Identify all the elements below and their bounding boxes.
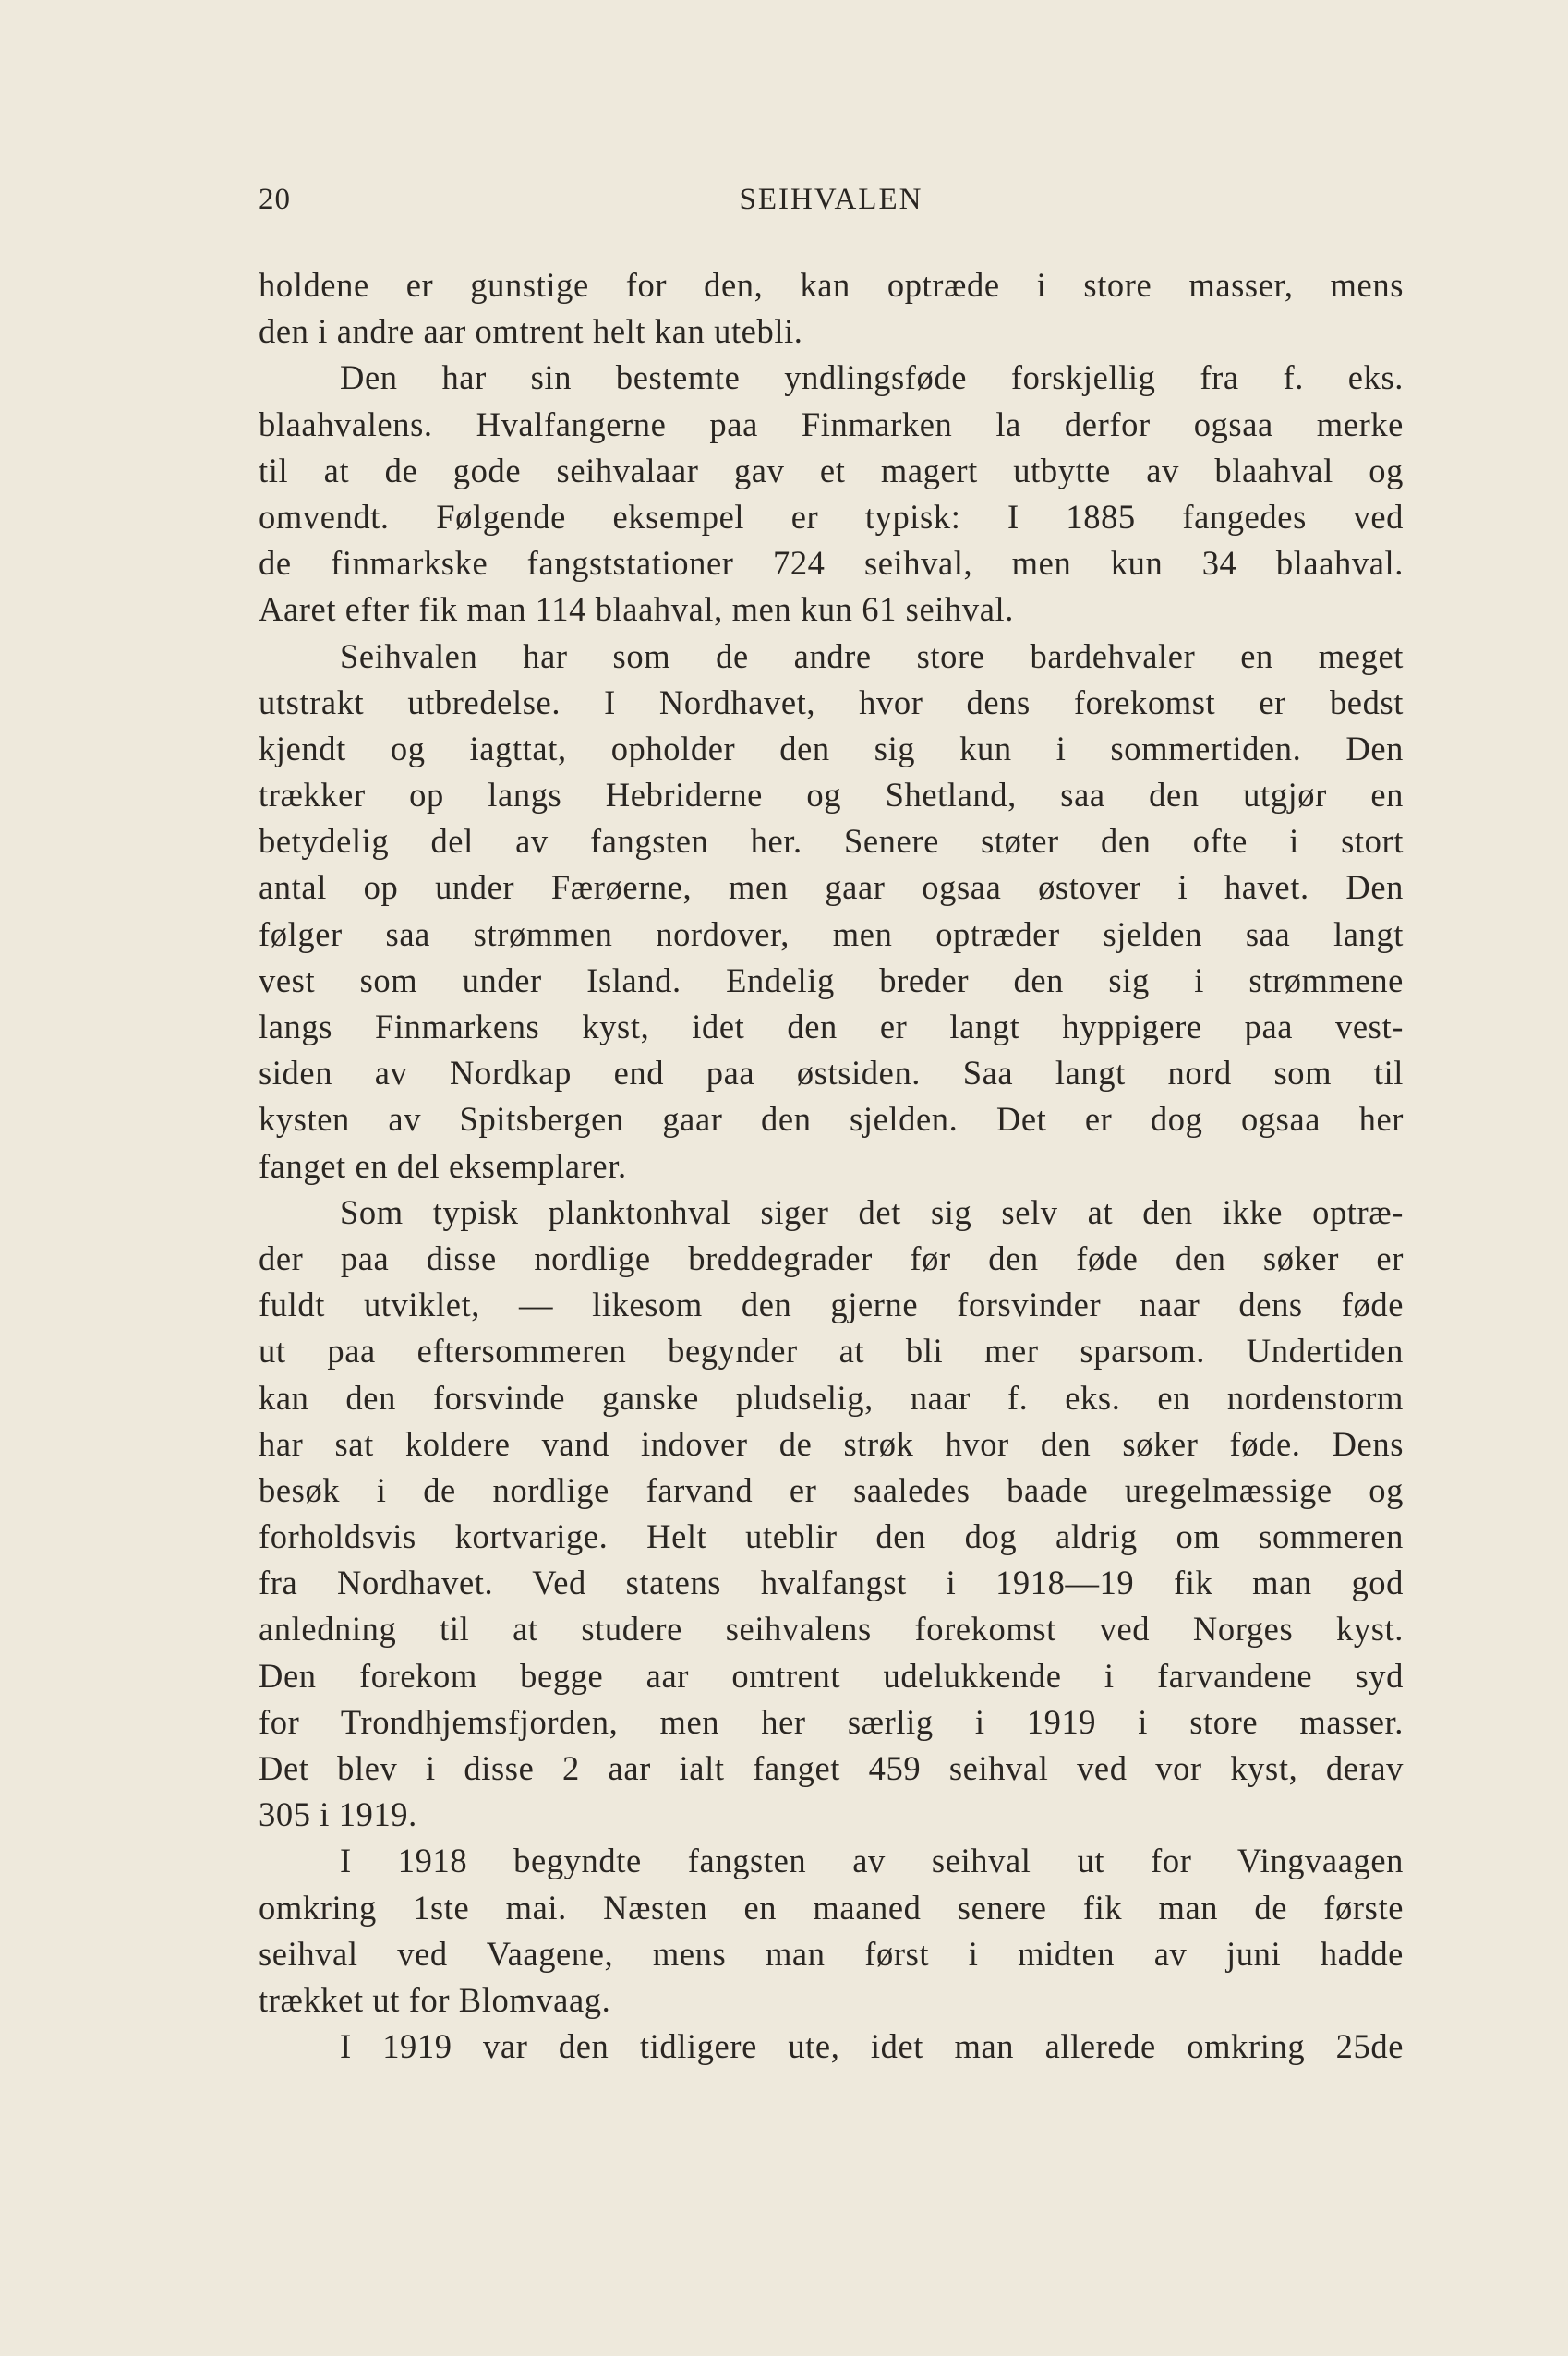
text-line: den i andre aar omtrent helt kan utebli. <box>259 312 803 351</box>
text-line: Som typisk planktonhval siger det sig selv at den ikke optræ- <box>340 1192 1404 1231</box>
text-line: holdene er gunstige for den, kan optræde i store masser, mens <box>259 266 1404 304</box>
text-line: utstrakt utbredelse. I Nordhavet, hvor dens forekomst er bedst <box>259 683 1404 721</box>
text-line: Den forekom begge aar omtrent udelukkende i farvandene syd <box>259 1656 1404 1695</box>
text-line: ut paa eftersommeren begynder at bli mer sparsom. Undertiden <box>259 1332 1404 1371</box>
text-line: besøk i de nordlige farvand er saaledes baade uregelmæssige og <box>259 1470 1404 1509</box>
running-title: SEIHVALEN <box>739 183 923 216</box>
text-line: til at de gode seihvalaar gav et magert utbytte av blaahval og <box>259 451 1404 489</box>
running-head <box>259 183 1404 229</box>
text-line: der paa disse nordlige breddegrader før den føde den søker er <box>259 1238 1404 1277</box>
text-line: omkring 1ste mai. Næsten en maaned senere fik man de første <box>259 1888 1404 1927</box>
text-line: de finmarkske fangststationer 724 seihval, men kun 34 blaahval. <box>259 544 1404 583</box>
text-line: Seihvalen har som de andre store bardehvaler en meget <box>340 636 1404 675</box>
text-line: fanget en del eksemplarer. <box>259 1146 627 1185</box>
text-line: blaahvalens. Hvalfangerne paa Finmarken la derfor ogsaa merke <box>259 405 1404 443</box>
text-line: Aaret efter fik man 114 blaahval, men kun 61 seihval. <box>259 590 1014 629</box>
text-line: langs Finmarkens kyst, idet den er langt hyppigere paa vest- <box>259 1008 1404 1045</box>
text-line: Den har sin bestemte yndlingsføde forskjellig fra f. eks. <box>340 358 1404 397</box>
text-line: anledning til at studere seihvalens forekomst ved Norges kyst. <box>259 1610 1404 1649</box>
text-line: trækket ut for Blomvaag. <box>259 1980 611 2019</box>
page-number: 20 <box>259 183 291 216</box>
text-line: 305 i 1919. <box>259 1795 417 1834</box>
text-line: kysten av Spitsbergen gaar den sjelden. Det er dog ogsaa her <box>259 1100 1404 1139</box>
body-text <box>259 262 1404 2070</box>
text-line: fuldt utviklet, — likesom den gjerne forsvinder naar dens føde <box>259 1286 1404 1324</box>
text-line: Det blev i disse 2 aar ialt fanget 459 seihval ved vor kyst, derav <box>259 1749 1404 1787</box>
text-line: siden av Nordkap end paa østsiden. Saa langt nord som til <box>259 1054 1404 1093</box>
text-line: I 1919 var den tidligere ute, idet man allerede omkring 25de <box>340 2027 1404 2066</box>
text-line: I 1918 begyndte fangsten av seihval ut for Vingvaagen <box>340 1842 1404 1880</box>
text-line: antal op under Færøerne, men gaar ogsaa østover i havet. Den <box>259 868 1404 907</box>
text-line: har sat koldere vand indover de strøk hvor den søker føde. Dens <box>259 1424 1404 1463</box>
text-line: for Trondhjemsfjorden, men her særlig i 1919 i store masser. <box>259 1702 1404 1741</box>
text-line: forholdsvis kortvarige. Helt uteblir den dog aldrig om sommeren <box>259 1517 1404 1556</box>
text-line: følger saa strømmen nordover, men optræder sjelden saa langt <box>259 914 1404 953</box>
text-line: seihval ved Vaagene, mens man først i midten av juni hadde <box>259 1934 1404 1973</box>
text-line: kjendt og iagttat, opholder den sig kun i sommertiden. Den <box>259 729 1404 767</box>
text-line: omvendt. Følgende eksempel er typisk: I 1885 fangedes ved <box>259 497 1404 536</box>
text-line: fra Nordhavet. Ved statens hvalfangst i 1918—19 fik man god <box>259 1564 1404 1602</box>
text-line: trækker op langs Hebriderne og Shetland, saa den utgjør en <box>259 776 1404 815</box>
text-line: vest som under Island. Endelig breder den sig i strømmene <box>259 961 1404 999</box>
text-line: betydelig del av fangsten her. Senere støter den ofte i stort <box>259 822 1404 861</box>
text-line: kan den forsvinde ganske pludselig, naar f. eks. en nordenstorm <box>259 1378 1404 1417</box>
